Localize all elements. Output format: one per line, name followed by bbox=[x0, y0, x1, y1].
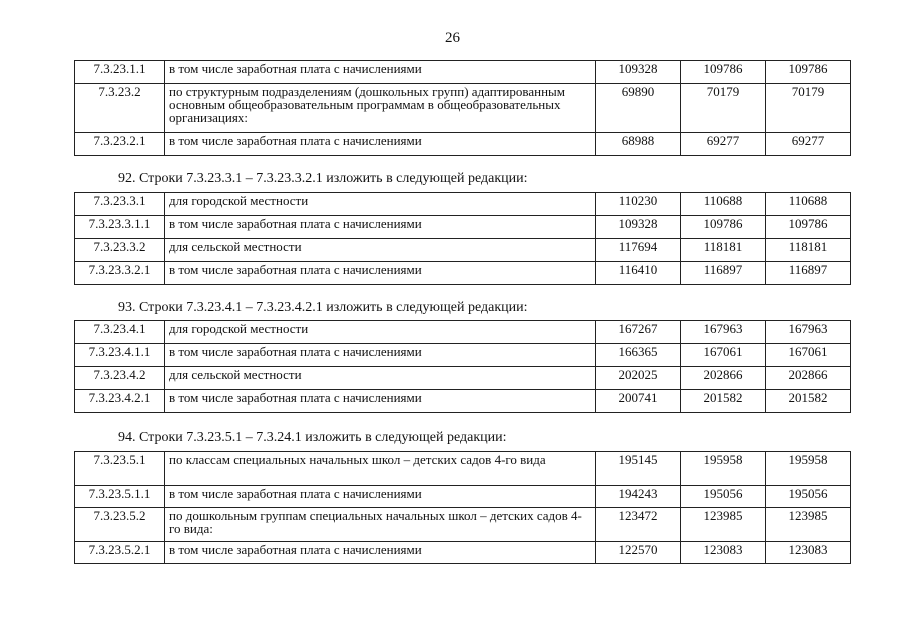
row-value-1: 202025 bbox=[596, 367, 681, 390]
table-row bbox=[75, 216, 851, 239]
budget-table-3 bbox=[74, 320, 851, 413]
row-value-2: 118181 bbox=[681, 239, 766, 262]
row-description: для сельской местности bbox=[165, 367, 596, 390]
row-code: 7.3.23.5.1 bbox=[75, 452, 165, 486]
row-value-2: 116897 bbox=[681, 262, 766, 285]
row-description: для городской местности bbox=[165, 321, 596, 344]
row-code: 7.3.23.3.2 bbox=[75, 239, 165, 262]
row-description: для сельской местности bbox=[165, 239, 596, 262]
row-value-1: 109328 bbox=[596, 216, 681, 239]
row-description: по структурным подразделениям (дошкольных групп) адаптированным основным общеобразовательным программам в общеобразовательных организациях: bbox=[165, 84, 596, 133]
row-code: 7.3.23.3.1.1 bbox=[75, 216, 165, 239]
budget-table-4 bbox=[74, 451, 851, 564]
row-description: по дошкольным группам специальных начальных школ – детских садов 4-го вида: bbox=[165, 508, 596, 542]
row-value-2: 202866 bbox=[681, 367, 766, 390]
row-description: в том числе заработная плата с начислениями bbox=[165, 61, 596, 84]
budget-table-1 bbox=[74, 60, 851, 156]
table-row bbox=[75, 486, 851, 508]
row-description: в том числе заработная плата с начислениями bbox=[165, 133, 596, 156]
row-value-2: 109786 bbox=[681, 216, 766, 239]
table-row bbox=[75, 84, 851, 133]
row-value-2: 201582 bbox=[681, 390, 766, 413]
row-value-3: 109786 bbox=[766, 216, 851, 239]
row-value-3: 201582 bbox=[766, 390, 851, 413]
table-row bbox=[75, 542, 851, 564]
amendment-paragraph-93: 93. Строки 7.3.23.4.1 – 7.3.23.4.2.1 изложить в следующей редакции: bbox=[118, 300, 528, 315]
table-row bbox=[75, 321, 851, 344]
row-description: в том числе заработная плата с начислениями bbox=[165, 262, 596, 285]
row-code: 7.3.23.5.2 bbox=[75, 508, 165, 542]
row-value-3: 167061 bbox=[766, 344, 851, 367]
row-value-3: 202866 bbox=[766, 367, 851, 390]
table-row bbox=[75, 61, 851, 84]
row-code: 7.3.23.1.1 bbox=[75, 61, 165, 84]
page-number: 26 bbox=[445, 30, 460, 46]
row-code: 7.3.23.4.2 bbox=[75, 367, 165, 390]
row-code: 7.3.23.4.1 bbox=[75, 321, 165, 344]
row-value-2: 195056 bbox=[681, 486, 766, 508]
table-row bbox=[75, 452, 851, 486]
row-value-3: 70179 bbox=[766, 84, 851, 133]
row-value-3: 69277 bbox=[766, 133, 851, 156]
row-value-2: 70179 bbox=[681, 84, 766, 133]
row-value-3: 195056 bbox=[766, 486, 851, 508]
row-description: по классам специальных начальных школ – детских садов 4-го вида bbox=[165, 452, 596, 486]
row-value-2: 110688 bbox=[681, 193, 766, 216]
table-row bbox=[75, 193, 851, 216]
row-value-1: 200741 bbox=[596, 390, 681, 413]
row-code: 7.3.23.2 bbox=[75, 84, 165, 133]
row-description: в том числе заработная плата с начислениями bbox=[165, 216, 596, 239]
row-value-1: 123472 bbox=[596, 508, 681, 542]
row-value-1: 116410 bbox=[596, 262, 681, 285]
row-code: 7.3.23.4.2.1 bbox=[75, 390, 165, 413]
row-value-1: 195145 bbox=[596, 452, 681, 486]
row-value-1: 109328 bbox=[596, 61, 681, 84]
row-description: в том числе заработная плата с начислениями bbox=[165, 344, 596, 367]
table-row bbox=[75, 390, 851, 413]
row-description: для городской местности bbox=[165, 193, 596, 216]
row-value-1: 122570 bbox=[596, 542, 681, 564]
row-value-1: 166365 bbox=[596, 344, 681, 367]
row-value-2: 123985 bbox=[681, 508, 766, 542]
row-code: 7.3.23.4.1.1 bbox=[75, 344, 165, 367]
table-row bbox=[75, 239, 851, 262]
row-description: в том числе заработная плата с начислениями bbox=[165, 486, 596, 508]
table-row bbox=[75, 367, 851, 390]
row-description: в том числе заработная плата с начислениями bbox=[165, 390, 596, 413]
row-value-1: 117694 bbox=[596, 239, 681, 262]
row-value-1: 69890 bbox=[596, 84, 681, 133]
row-value-2: 195958 bbox=[681, 452, 766, 486]
row-value-1: 167267 bbox=[596, 321, 681, 344]
row-value-3: 118181 bbox=[766, 239, 851, 262]
row-value-1: 110230 bbox=[596, 193, 681, 216]
budget-table-2 bbox=[74, 192, 851, 285]
table-row bbox=[75, 262, 851, 285]
amendment-paragraph-94: 94. Строки 7.3.23.5.1 – 7.3.24.1 изложить в следующей редакции: bbox=[118, 430, 507, 445]
row-description: в том числе заработная плата с начислениями bbox=[165, 542, 596, 564]
row-value-2: 69277 bbox=[681, 133, 766, 156]
row-value-3: 116897 bbox=[766, 262, 851, 285]
row-value-3: 123083 bbox=[766, 542, 851, 564]
amendment-paragraph-92: 92. Строки 7.3.23.3.1 – 7.3.23.3.2.1 изложить в следующей редакции: bbox=[118, 171, 528, 186]
row-value-3: 123985 bbox=[766, 508, 851, 542]
row-value-2: 109786 bbox=[681, 61, 766, 84]
row-value-3: 110688 bbox=[766, 193, 851, 216]
table-row bbox=[75, 344, 851, 367]
row-code: 7.3.23.2.1 bbox=[75, 133, 165, 156]
table-row bbox=[75, 508, 851, 542]
row-value-3: 167963 bbox=[766, 321, 851, 344]
table-row bbox=[75, 133, 851, 156]
row-code: 7.3.23.5.1.1 bbox=[75, 486, 165, 508]
row-code: 7.3.23.5.2.1 bbox=[75, 542, 165, 564]
row-value-2: 123083 bbox=[681, 542, 766, 564]
row-code: 7.3.23.3.1 bbox=[75, 193, 165, 216]
row-value-1: 194243 bbox=[596, 486, 681, 508]
row-code: 7.3.23.3.2.1 bbox=[75, 262, 165, 285]
row-value-1: 68988 bbox=[596, 133, 681, 156]
row-value-3: 195958 bbox=[766, 452, 851, 486]
row-value-2: 167061 bbox=[681, 344, 766, 367]
row-value-3: 109786 bbox=[766, 61, 851, 84]
row-value-2: 167963 bbox=[681, 321, 766, 344]
